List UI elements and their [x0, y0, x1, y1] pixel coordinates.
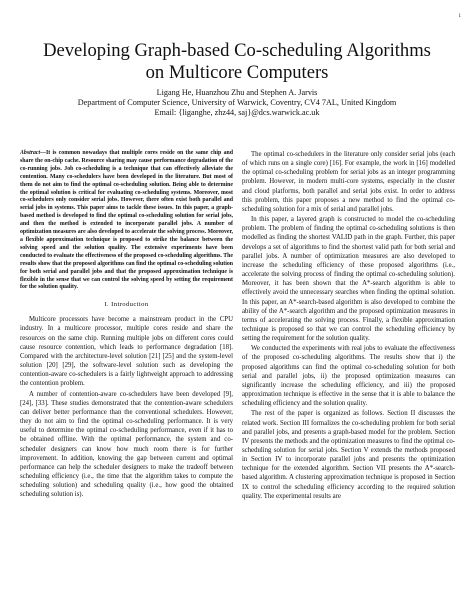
body-paragraph: The rest of the paper is organized as follows. Section II discusses the related work. Section III formalizes the co-scheduling problem for both serial and parallel jobs, and presents a graph-based model for the problem. Section IV presents the methods and the optimization measures to find the optimal co-scheduling solution for serial jobs. Section V extends the methods proposed in Section IV to incorporate parallel jobs and presents the optimization technique for the extended algorithm. Section VII presents the A*-search-based algorithm. A clustering approximation technique is proposed in Section IX to control the scheduling efficiency according to the required solution quality. The experimental results are: [242, 410, 455, 500]
body-paragraph: In this paper, a layered graph is constructed to model the co-scheduling problem. The problem of finding the optimal co-scheduling solutions is then modelled as finding the shortest VALID path in the graph. Further, this paper develops a set of algorithms to find the shortest valid path for both serial and parallel jobs. A number of optimization measures are also developed to increase the scheduling efficiency of these proposed algorithms (i.e., accelerate the solving process of finding the optimal co-scheduling solution). Moreover, it has been shown that the A*-search algorithm is able to effectively avoid the unnecessary searches when finding the optimal solution. In this paper, an A*-search-based algorithm is also developed to combine the ability of the A*-search algorithm and the proposed optimization measures in terms of accelerating the solving process. Finally, a flexible approximation technique is proposed so that we can control the scheduling efficiency by setting the requirement for the solution quality.: [242, 216, 455, 343]
title-line-2: on Multicore Computers: [145, 62, 329, 83]
author-list: Ligang He, Huanzhou Zhu and Stephen A. Jarvis: [156, 88, 318, 97]
abstract-label: Abstract: [20, 150, 41, 156]
title-line-1: Developing Graph-based Co-scheduling Algorithms: [43, 40, 431, 61]
body-paragraph: We conducted the experiments with real jobs to evaluate the effectiveness of the proposed co-scheduling algorithms. The results show that i) the proposed algorithms can find the optimal co-scheduling solution for both serial and parallel jobs, ii) the proposed optimization measures can significantly increase the scheduling efficiency, and iii) the proposed approximation technique is effective in the sense that it is able to balance the scheduling efficiency and the solution quality.: [242, 345, 455, 408]
abstract: [20, 150, 233, 292]
body-paragraph: The optimal co-schedulers in the literature only consider serial jobs (each of which runs on a single core) [16]. For example, the work in [16] modelled the optimal co-scheduling problem for serial jobs as an integer programming problem. However, in modern multi-core systems, especially in the cluster and cloud platforms, both parallel and serial jobs exist. In order to address this problem, this paper proposes a new method to find the optimal co-scheduling solution for a mix of serial and parallel jobs.: [242, 151, 455, 213]
abstract-text: —It is common nowadays that multiple cores reside on the same chip and share the on-chip cache. Resource sharing may cause performance degradation of the co-running jobs. Job co-scheduling is a technique that can effectively alleviate the contention. Many co-schedulers have been developed in the literature. But most of them do not aim to find the optimal co-scheduling solution. Being able to determine the optimal solution is critical for evaluating co-scheduling systems. Moreover, most co-schedulers only consider serial jobs. However, there often exist both parallel and serial jobs in systems. This paper aims to tackle these issues. In this paper, a graph-based method is developed to find the optimal co-scheduling solution for serial jobs, and then the method is extended to incorporate parallel jobs. A number of optimization measures are also developed to accelerate the solving process. Moreover, a flexible approximation technique is proposed to strike the balance between the solving speed and the solution quality. The extensive experiments have been conducted to evaluate the effectiveness of the proposed co-scheduling algorithms. The results show that the proposed algorithms can find the optimal co-scheduling solution for both serial and parallel jobs and that the proposed approximation technique is flexible in the sense that we can control the solving speed by setting the requirement for the solution quality.: [20, 150, 233, 291]
page-number: 1: [458, 14, 461, 19]
left-column: [20, 150, 233, 500]
body-paragraph: Multicore processors have become a mainstream product in the CPU industry. In a multicore processor, multiple cores reside and share the resources on the same chip. Running multiple jobs on different cores could cause resource contention, which leads to performance degradation [18]. Compared with the architecture-level solution [21] [25] and the system-level solution [20] [29], the software-level solution such as developing the contention-aware co-schedulers is a fairly lightweight approach to addressing the contention problem.: [20, 316, 233, 388]
author-email: Email: {liganghe, zhz44, saj}@dcs.warwick.ac.uk: [154, 108, 320, 117]
right-column: [242, 150, 455, 502]
section-heading-introduction: I. Introduction: [104, 301, 149, 309]
affiliation: Department of Computer Science, University of Warwick, Coventry, CV4 7AL, United Kingdom: [77, 98, 397, 107]
body-paragraph: A number of contention-aware co-schedulers have been developed [9], [24], [33]. These studies demonstrated that the contention-aware schedulers can deliver better performance than the conventional schedulers. However, they do not aim to find the optimal co-scheduling performance. It is very useful to determine the optimal co-scheduling performance, even if it has to be obtained offline. With the optimal performance, the system and co-scheduler designers can know how much room there is for further improvement. In addition, knowing the gap between current and optimal performance can help the scheduler designers to make the tradeoff between scheduling efficiency (i.e., the time that the algorithm takes to compute the scheduling solution) and scheduling quality (i.e., how good the obtained scheduling solution is).: [20, 390, 233, 499]
paper-title: [0, 40, 474, 84]
